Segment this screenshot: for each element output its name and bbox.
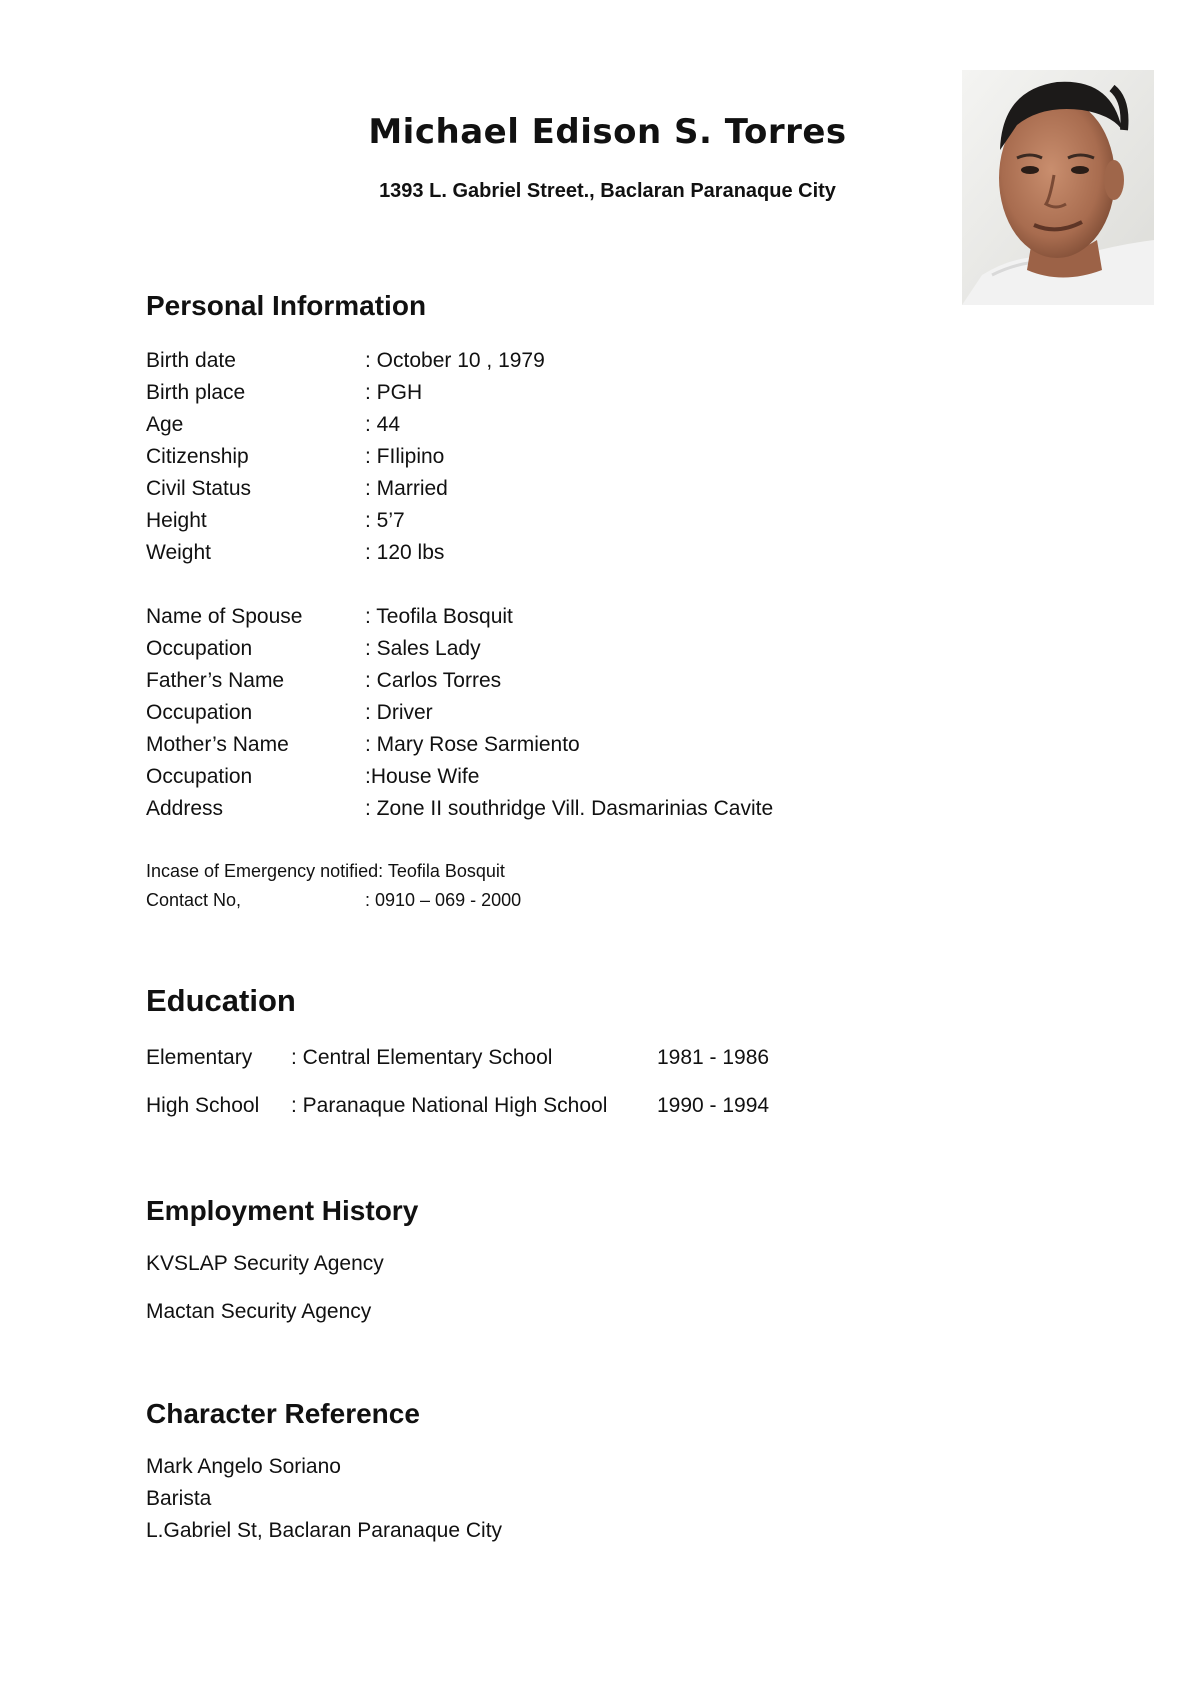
education-row [146, 1090, 769, 1138]
applicant-photo [962, 70, 1154, 305]
info-row [146, 729, 773, 761]
employment-item: KVSLAP Security Agency [146, 1252, 384, 1275]
emergency-row [146, 857, 521, 886]
info-row [146, 665, 773, 697]
contact-value: : 0910 – 069 - 2000 [365, 890, 522, 910]
info-label: Occupation [146, 637, 253, 660]
education-row [146, 1042, 769, 1090]
employment-item: Mactan Security Agency [146, 1300, 372, 1323]
family-info-block [146, 601, 773, 825]
education-level: Elementary [146, 1046, 253, 1069]
info-value: : October 10 , 1979 [365, 349, 545, 372]
section-title-employment-history: Employment History [146, 1195, 419, 1226]
info-value: : Married [365, 477, 448, 500]
info-value: : PGH [365, 381, 423, 404]
info-row [146, 601, 773, 633]
info-value: : 120 lbs [365, 541, 445, 564]
education-block [146, 1042, 769, 1138]
info-row [146, 473, 545, 505]
info-row [146, 345, 545, 377]
info-label: Address [146, 797, 224, 820]
info-value: : Driver [365, 701, 433, 724]
info-row [146, 537, 545, 569]
info-value: : Sales Lady [365, 637, 481, 660]
info-row [146, 505, 545, 537]
info-value: : Teofila Bosquit [365, 605, 513, 628]
education-school: : Paranaque National High School [291, 1094, 608, 1117]
info-row [146, 633, 773, 665]
character-reference-block [146, 1451, 502, 1547]
info-label: Occupation [146, 701, 253, 724]
info-value: : 5’7 [365, 509, 405, 532]
reference-address: L.Gabriel St, Baclaran Paranaque City [146, 1519, 503, 1542]
emergency-label: Incase of Emergency notified [146, 861, 379, 881]
info-value: : Mary Rose Sarmiento [365, 733, 580, 756]
info-label: Father’s Name [146, 669, 285, 692]
info-row [146, 697, 773, 729]
info-row [146, 377, 545, 409]
contact-row [146, 886, 521, 915]
employment-block [146, 1248, 384, 1344]
info-value: : FIlipino [365, 445, 445, 468]
info-label: Weight [146, 541, 211, 564]
reference-name: Mark Angelo Soriano [146, 1455, 341, 1478]
info-label: Name of Spouse [146, 605, 303, 628]
info-row [146, 793, 773, 825]
contact-label: Contact No, [146, 890, 242, 910]
info-value: : 44 [365, 413, 401, 436]
section-title-character-reference: Character Reference [146, 1398, 420, 1429]
emergency-value: : Teofila Bosquit [378, 861, 505, 881]
info-label: Citizenship [146, 445, 249, 468]
education-level: High School [146, 1094, 260, 1117]
section-title-education: Education [146, 983, 296, 1018]
info-label: Occupation [146, 765, 253, 788]
applicant-address: 1393 L. Gabriel Street., Baclaran Paranaque City [379, 180, 836, 202]
info-label: Birth place [146, 381, 246, 404]
info-value: :House Wife [365, 765, 480, 788]
emergency-contact-block [146, 857, 521, 915]
personal-info-block [146, 345, 545, 569]
info-label: Civil Status [146, 477, 252, 500]
education-school: : Central Elementary School [291, 1046, 553, 1069]
info-label: Birth date [146, 349, 236, 372]
info-value: : Carlos Torres [365, 669, 502, 692]
info-row [146, 761, 773, 793]
info-row [146, 409, 545, 441]
info-value: : Zone II southridge Vill. Dasmarinias Cavite [365, 797, 774, 820]
applicant-name: Michael Edison S. Torres [368, 112, 847, 152]
education-years: 1981 - 1986 [657, 1046, 770, 1069]
info-label: Mother’s Name [146, 733, 289, 756]
info-label: Height [146, 509, 207, 532]
info-row [146, 441, 545, 473]
education-years: 1990 - 1994 [657, 1094, 770, 1117]
reference-occupation: Barista [146, 1487, 212, 1510]
section-title-personal-information: Personal Information [146, 290, 427, 321]
info-label: Age [146, 413, 184, 436]
